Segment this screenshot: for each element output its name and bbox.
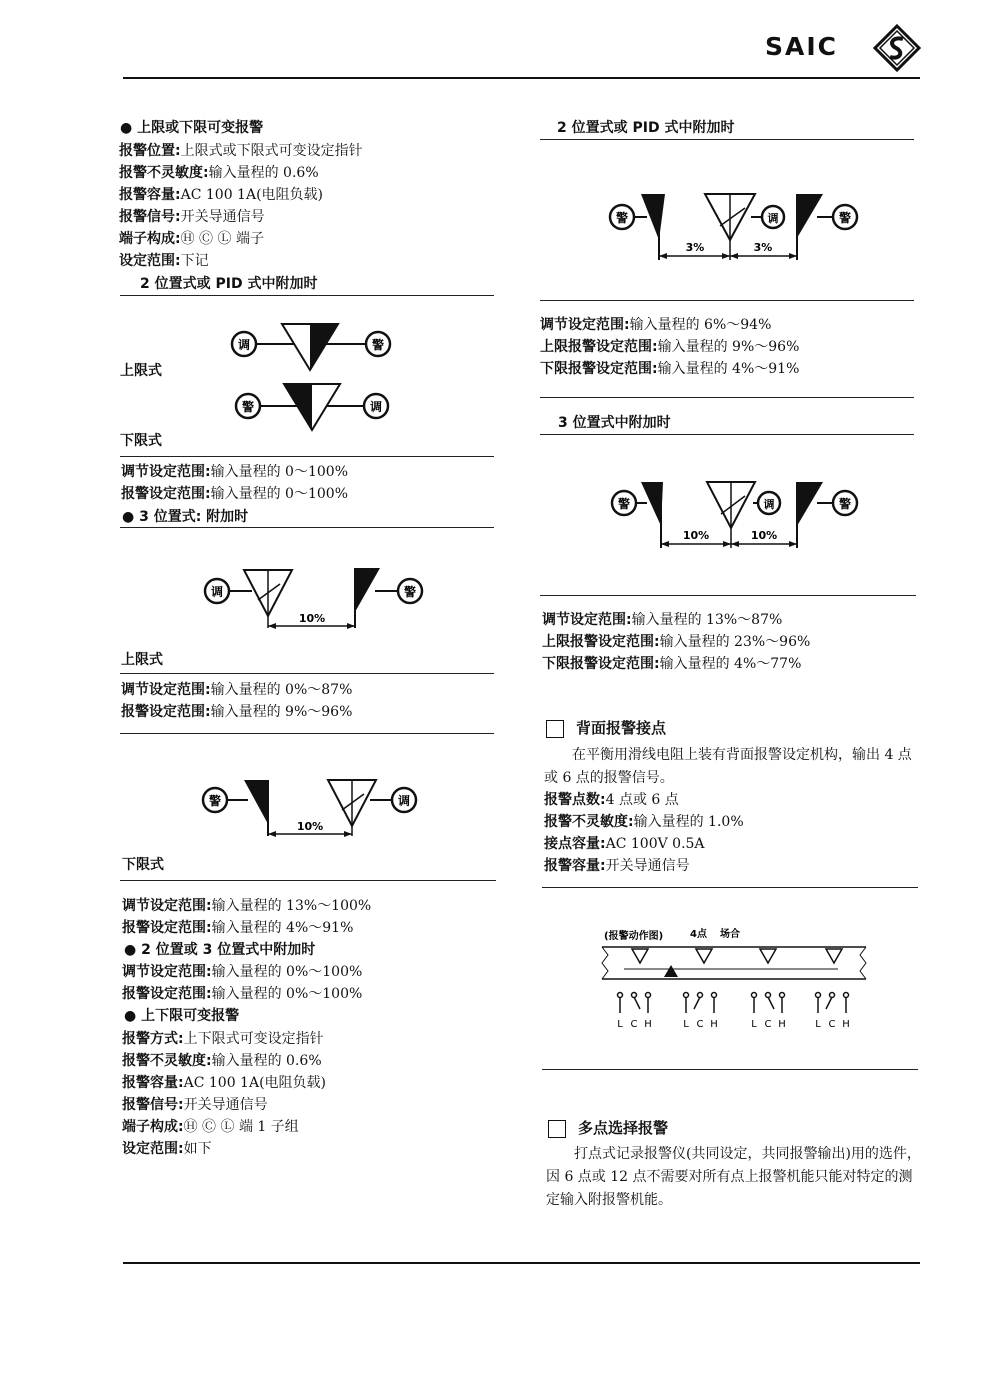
range-key: 调节设定范围: — [122, 898, 212, 914]
section-paragraph: 在平衡用滑线电阻上装有背面报警设定机构，输出 4 点或 6 点的报警信号。 — [544, 747, 912, 786]
spec-key: 报警信号: — [122, 1097, 184, 1113]
svg-text:(报警动作图): (报警动作图) — [604, 931, 664, 942]
svg-text:C: C — [764, 1019, 772, 1030]
range-value: 输入量程的 0%～100% — [211, 986, 363, 1002]
range-value: 输入量程的 0～100% — [210, 464, 348, 480]
spec-key: 设定范围: — [122, 1141, 184, 1157]
svg-text:3%: 3% — [753, 241, 773, 254]
spec-value: 输入量程的 0.6% — [211, 1053, 322, 1069]
svg-text:场合: 场合 — [720, 929, 740, 940]
range-value: 输入量程的 6%～94% — [629, 317, 772, 333]
range-value: 输入量程的 0%～100% — [211, 964, 363, 980]
range-value: 输入量程的 4%～77% — [659, 656, 802, 672]
range-key: 下限报警设定范围: — [542, 656, 660, 672]
spec-value: 开关导通信号 — [605, 858, 690, 874]
svg-text:L: L — [815, 1019, 821, 1030]
svg-text:10%: 10% — [682, 529, 710, 542]
range-key: 调节设定范围: — [540, 317, 630, 333]
spec-key: 报警不灵敏度: — [544, 814, 634, 830]
spec-key: 设定范围: — [119, 253, 181, 269]
svg-text:H: H — [778, 1019, 786, 1030]
divider — [540, 139, 914, 140]
svg-text:警: 警 — [615, 211, 629, 225]
pid-alarm-diagram — [605, 190, 865, 268]
spec-value: 如下 — [183, 1141, 212, 1157]
range-value: 输入量程的 23%～96% — [659, 634, 811, 650]
section-title: ● 上下限可变报警 — [124, 1008, 240, 1024]
divider — [120, 456, 494, 457]
svg-text:4点: 4点 — [690, 929, 707, 940]
saic-logo — [765, 28, 925, 68]
range-value: 输入量程的 13%～87% — [631, 612, 783, 628]
svg-text:调: 调 — [397, 794, 411, 808]
range-key: 下限报警设定范围: — [540, 361, 658, 377]
svg-text:警: 警 — [241, 400, 255, 414]
svg-text:L: L — [683, 1019, 689, 1030]
divider — [540, 595, 916, 596]
spec-key: 报警容量: — [122, 1075, 184, 1091]
range-value: 输入量程的 13%～100% — [211, 898, 372, 914]
diagram-label: 上限式 — [120, 363, 162, 379]
section-title: ● 3 位置式: 附加时 — [122, 509, 249, 525]
svg-text:警: 警 — [838, 211, 852, 225]
spec-value: Ⓗ Ⓒ Ⓛ 端子 — [180, 231, 264, 247]
section-title: 多点选择报警 — [578, 1119, 669, 1137]
diagram-label: 上限式 — [121, 652, 163, 668]
range-value: 输入量程的 0～100% — [210, 486, 348, 502]
spec-value: 输入量程的 0.6% — [208, 165, 319, 181]
divider — [542, 1069, 918, 1070]
spec-key: 报警容量: — [544, 858, 606, 874]
svg-text:10%: 10% — [298, 612, 326, 625]
svg-text:调: 调 — [210, 585, 224, 599]
three-position-lower-diagram — [200, 778, 430, 848]
spec-value: Ⓗ Ⓒ Ⓛ 端 1 子组 — [183, 1119, 299, 1135]
svg-text:警: 警 — [371, 338, 385, 352]
spec-key: 报警点数: — [544, 792, 606, 808]
svg-text:警: 警 — [617, 497, 631, 511]
spec-value: 输入量程的 1.0% — [633, 814, 744, 830]
diagram-label: 下限式 — [122, 857, 164, 873]
svg-text:10%: 10% — [750, 529, 778, 542]
three-position-alarm-diagram — [607, 478, 865, 556]
svg-text:H: H — [710, 1019, 718, 1030]
svg-text:调: 调 — [369, 400, 383, 414]
spec-value: AC 100 1A(电阻负载) — [183, 1075, 326, 1091]
section-title: ● 上限或下限可变报警 — [120, 120, 264, 136]
range-key: 上限报警设定范围: — [540, 339, 658, 355]
section-paragraph: 打点式记录报警仪(共同设定，共同报警输出)用的选件，因 6 点或 12 点不需要对所有点上报警机能只能对特定的测定输入附报警机能。 — [546, 1146, 921, 1208]
spec-key: 报警位置: — [119, 143, 181, 159]
svg-text:调: 调 — [237, 338, 251, 352]
spec-key: 报警方式: — [122, 1031, 184, 1047]
header-rule — [123, 77, 920, 79]
svg-text:3%: 3% — [685, 241, 705, 254]
svg-text:H: H — [644, 1019, 652, 1030]
range-key: 报警设定范围: — [122, 986, 212, 1002]
range-key: 报警设定范围: — [121, 704, 211, 720]
spec-key: 端子构成: — [122, 1119, 184, 1135]
divider — [120, 733, 494, 734]
section-title: 3 位置式中附加时 — [558, 415, 671, 431]
spec-value: 上限式或下限式可变设定指针 — [180, 143, 363, 159]
divider — [542, 887, 918, 888]
divider — [120, 673, 494, 674]
range-key: 调节设定范围: — [122, 964, 212, 980]
spec-value: 下记 — [180, 253, 209, 269]
range-value: 输入量程的 4%～91% — [657, 361, 800, 377]
spec-key: 报警不灵敏度: — [119, 165, 209, 181]
spec-value: 4 点或 6 点 — [605, 792, 679, 808]
divider — [540, 434, 914, 435]
svg-text:10%: 10% — [296, 820, 324, 833]
range-key: 上限报警设定范围: — [542, 634, 660, 650]
section-title: ● 2 位置或 3 位置式中附加时 — [124, 942, 316, 958]
svg-text:警: 警 — [838, 497, 852, 511]
divider — [120, 527, 494, 528]
range-value: 输入量程的 9%～96% — [210, 704, 353, 720]
rear-alarm-action-diagram — [600, 925, 870, 1035]
footer-rule — [123, 1262, 920, 1264]
spec-key: 端子构成: — [119, 231, 181, 247]
brand-name: SAIC — [765, 32, 839, 61]
spec-key: 报警不灵敏度: — [122, 1053, 212, 1069]
svg-text:L: L — [751, 1019, 757, 1030]
divider — [120, 295, 494, 296]
svg-text:C: C — [828, 1019, 836, 1030]
upper-alarm-diagram — [230, 318, 400, 438]
spec-key: 报警容量: — [119, 187, 181, 203]
spec-value: 开关导通信号 — [180, 209, 265, 225]
range-key: 调节设定范围: — [121, 464, 211, 480]
divider — [120, 880, 496, 881]
spec-value: 开关导通信号 — [183, 1097, 268, 1113]
divider — [540, 397, 914, 398]
range-value: 输入量程的 4%～91% — [211, 920, 354, 936]
section-title: 2 位置式或 PID 式中附加时 — [557, 120, 735, 136]
svg-text:C: C — [630, 1019, 638, 1030]
svg-text:H: H — [842, 1019, 850, 1030]
svg-text:调: 调 — [763, 498, 775, 511]
diagram-label: 下限式 — [120, 433, 162, 449]
spec-value: AC 100 1A(电阻负载) — [180, 187, 323, 203]
three-position-upper-diagram — [200, 566, 430, 636]
spec-value: 上下限式可变设定指针 — [183, 1031, 324, 1047]
range-key: 报警设定范围: — [122, 920, 212, 936]
range-key: 报警设定范围: — [121, 486, 211, 502]
svg-text:警: 警 — [403, 585, 417, 599]
saic-emblem-icon — [873, 24, 921, 72]
svg-text:警: 警 — [208, 794, 222, 808]
divider — [540, 300, 914, 301]
spec-value: AC 100V 0.5A — [605, 836, 705, 852]
range-key: 调节设定范围: — [121, 682, 211, 698]
svg-text:L: L — [617, 1019, 623, 1030]
section-checkbox-icon — [546, 720, 564, 738]
spec-key: 报警信号: — [119, 209, 181, 225]
range-value: 输入量程的 0%～87% — [210, 682, 353, 698]
range-value: 输入量程的 9%～96% — [657, 339, 800, 355]
section-checkbox-icon — [548, 1120, 566, 1138]
spec-key: 接点容量: — [544, 836, 606, 852]
svg-text:调: 调 — [767, 212, 779, 225]
svg-text:C: C — [696, 1019, 704, 1030]
range-key: 调节设定范围: — [542, 612, 632, 628]
subsection-title: 2 位置式或 PID 式中附加时 — [140, 276, 318, 292]
section-title: 背面报警接点 — [576, 719, 667, 737]
